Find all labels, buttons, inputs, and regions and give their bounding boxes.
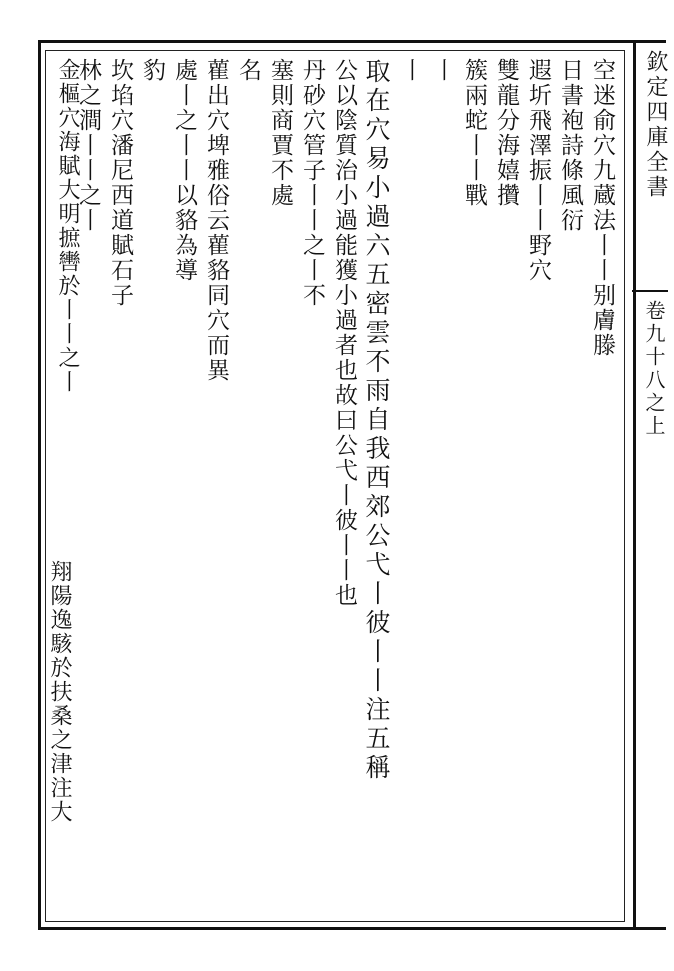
text-column-17: 林之澗丨丨之丨: [75, 58, 101, 233]
text-column-7: 丨: [397, 58, 423, 83]
text-column-15: 豹: [139, 58, 165, 83]
text-column-19: 翔陽逸駭於扶桑之津注大: [47, 560, 72, 824]
text-column-13: 雚出穴埤雅俗云雚貉同穴而異: [203, 58, 229, 383]
text-column-11: 塞則商賈不處: [267, 58, 293, 208]
text-column-18: 金樞穴海賦大明摭轡於丨丨之丨: [55, 58, 80, 394]
text-column-3: 遐圻飛澤振丨丨野穴: [525, 58, 551, 283]
text-column-8: 取在穴易小過六五密雲不雨自我西郊公弋丨彼丨丨注五稱: [362, 58, 391, 783]
margin-rule: [632, 290, 668, 292]
text-column-4: 雙龍分海嬉攢: [493, 58, 519, 208]
margin-header: 欽定四庫全書: [643, 50, 668, 200]
text-column-6: 丨: [429, 58, 455, 83]
text-column-1: 空迷俞穴九蔵法丨丨别膚滕: [589, 58, 615, 358]
text-column-12: 名: [235, 58, 261, 83]
text-column-5: 簇兩蛇丨丨戰: [461, 58, 487, 208]
text-column-14: 處丨之丨丨以貉為導: [171, 58, 197, 283]
text-column-9: 公以陰質治小過能獲小過者也故曰公弋丨彼丨丨也: [331, 58, 357, 608]
text-column-10: 丹砂穴管子丨丨之丨不: [299, 58, 325, 308]
text-column-16: 坎埳穴潘尼西道賦石子: [107, 58, 133, 308]
text-column-2: 日書袍詩條風衍: [557, 58, 583, 233]
margin-volume: 卷九十八之上: [642, 300, 666, 438]
